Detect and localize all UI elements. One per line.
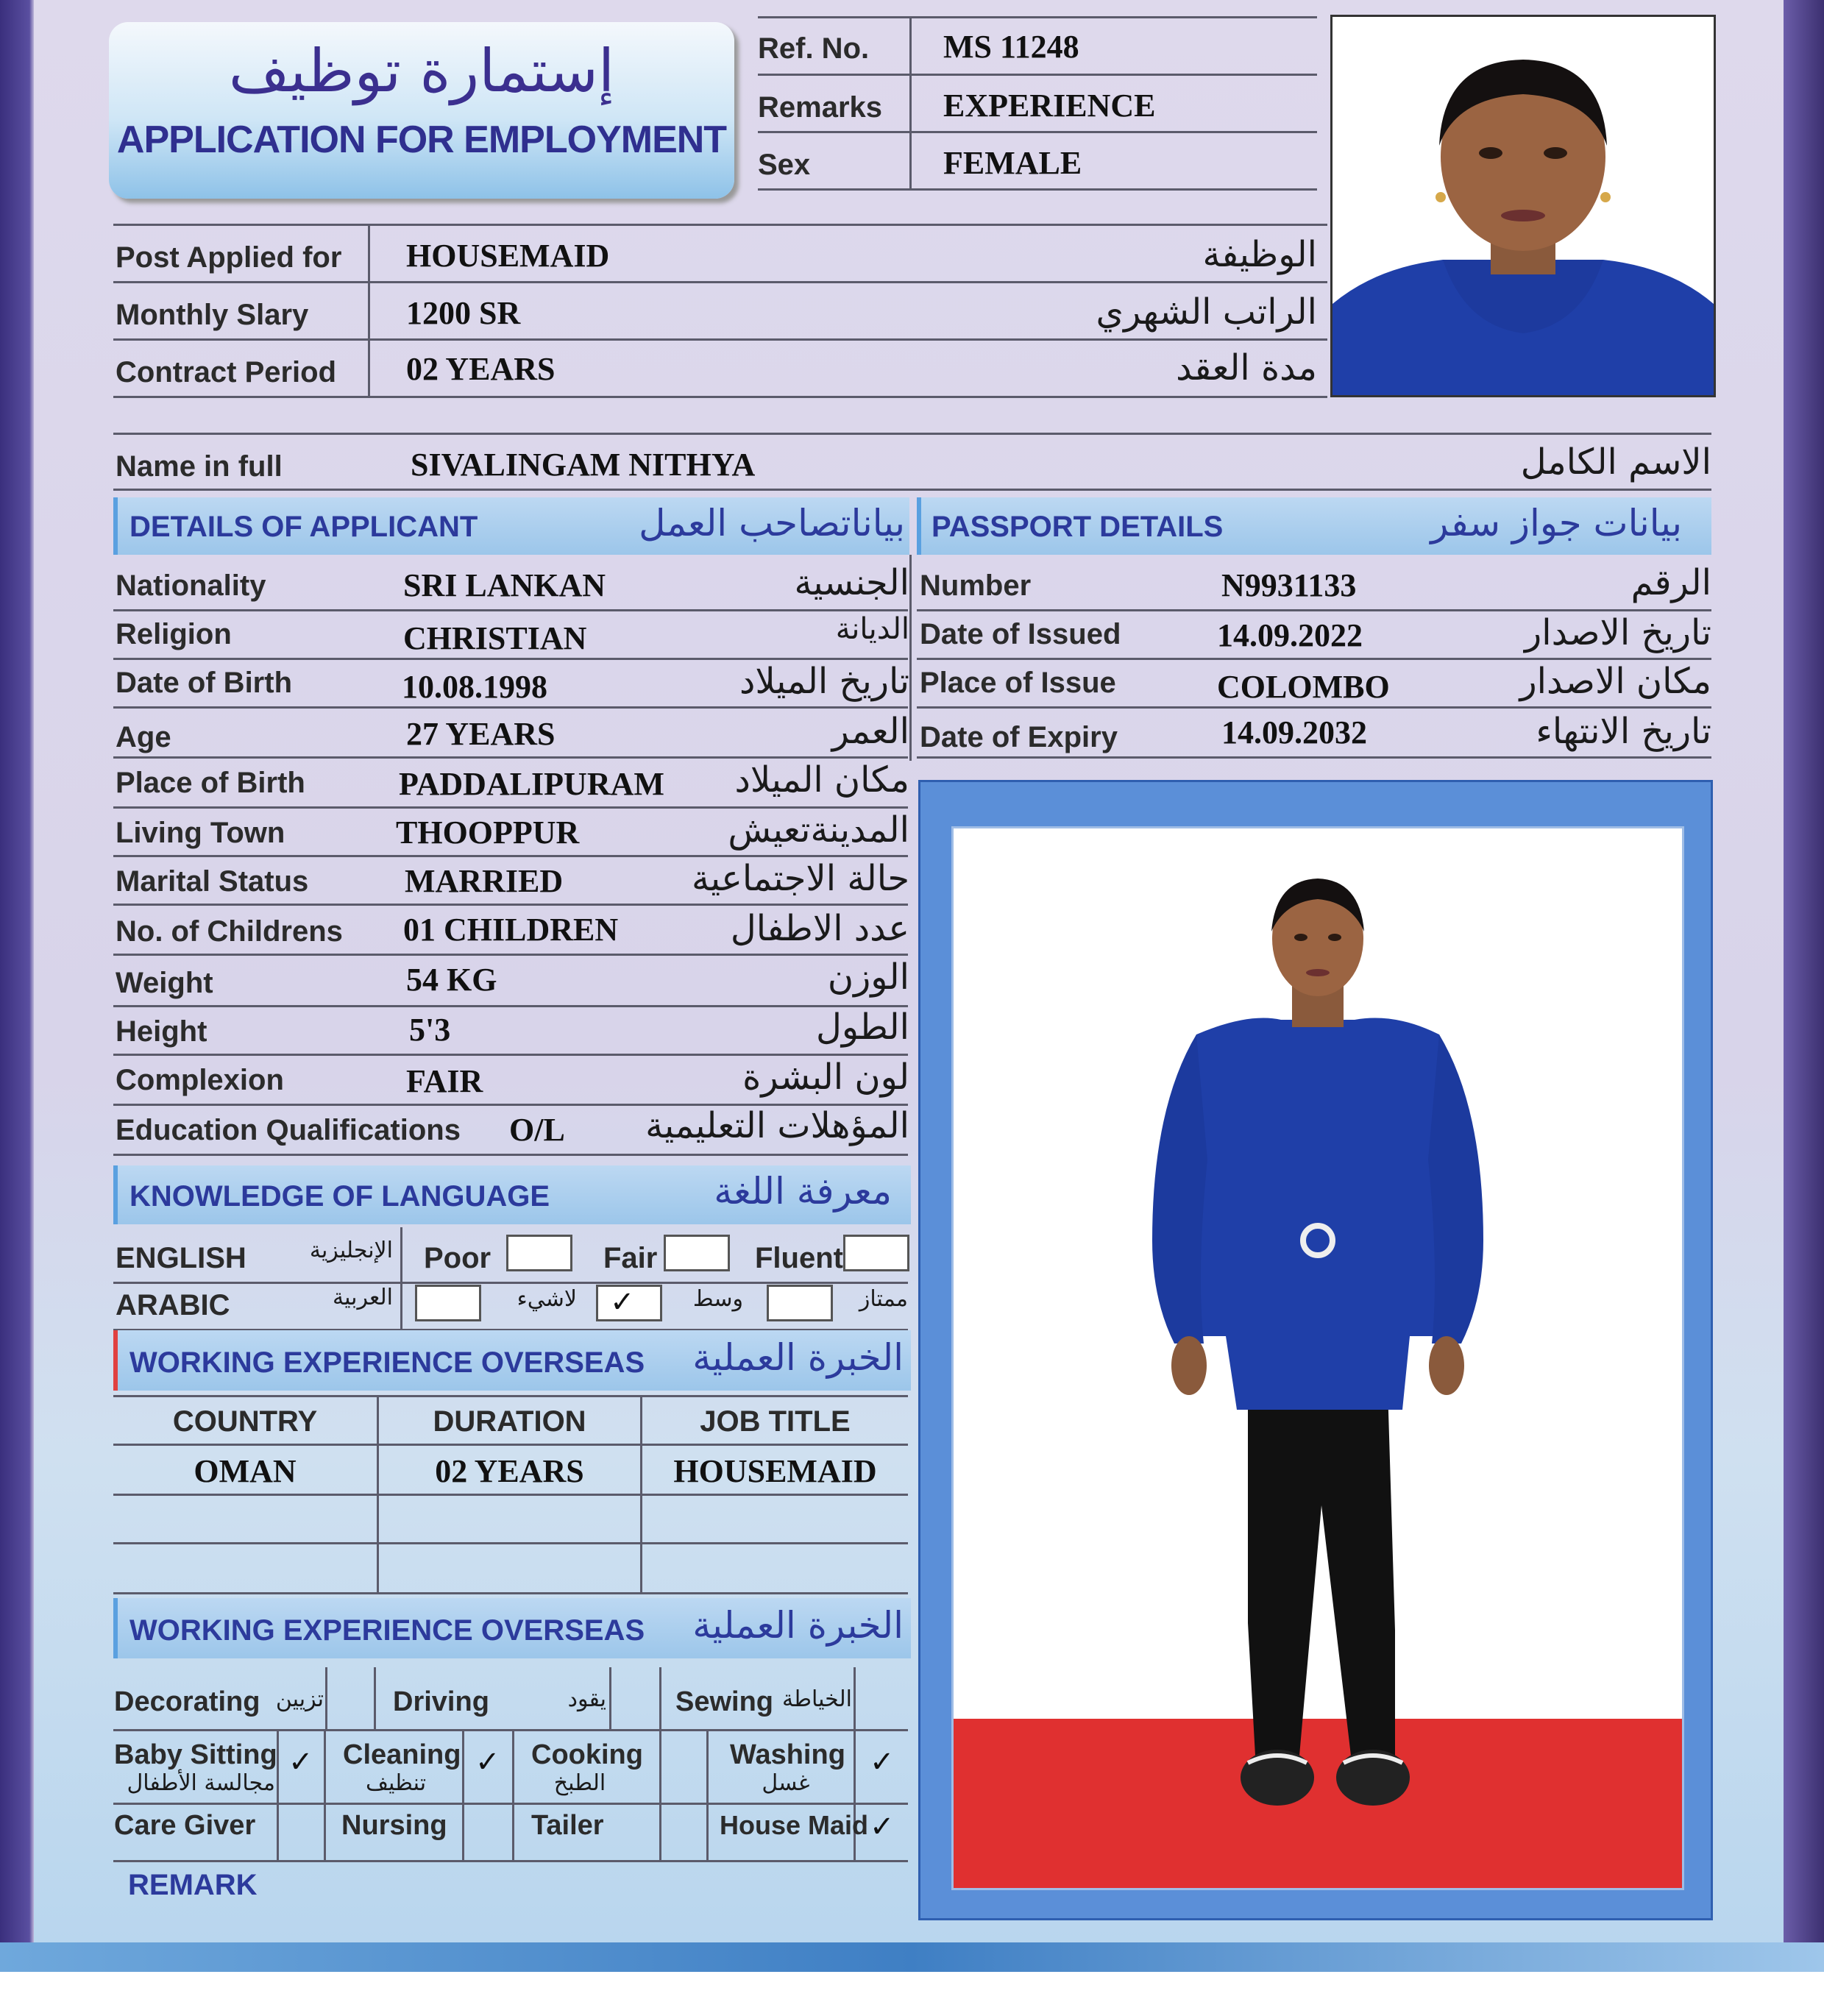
skill-driving: Driving: [393, 1686, 489, 1717]
arabic-arabic: العربية: [333, 1285, 393, 1310]
language-header-arabic: معرفة اللغة: [714, 1170, 892, 1213]
contract-arabic: مدة العقد: [1176, 347, 1317, 388]
issue-date-arabic: تاريخ الاصدار: [1525, 612, 1711, 653]
sex-label: Sex: [758, 149, 811, 181]
post-arabic: الوظيفة: [1202, 234, 1317, 275]
remarks-value: EXPERIENCE: [943, 88, 1156, 124]
col-duration: DURATION: [433, 1405, 586, 1438]
living-town-arabic: المدينةتعيش: [728, 809, 909, 851]
religion-value: CHRISTIAN: [403, 620, 587, 656]
applicant-header-english: DETAILS OF APPLICANT: [129, 511, 478, 543]
portrait-image: [1332, 17, 1714, 395]
arabic-none-checkbox[interactable]: [415, 1285, 481, 1321]
skill-cooking: Cooking: [531, 1739, 643, 1770]
height-arabic: الطول: [815, 1007, 909, 1048]
issue-place-arabic: مكان الاصدار: [1519, 661, 1711, 702]
height-label: Height: [116, 1015, 207, 1048]
check-icon: ✓: [610, 1285, 635, 1319]
name-value: SIVALINGAM NITHYA: [411, 447, 756, 483]
skill-baby-sitting: Baby Sitting: [114, 1739, 277, 1770]
pob-arabic: مكان الميلاد: [734, 759, 909, 801]
skill-washing-arabic: غسل: [762, 1770, 810, 1796]
children-label: No. of Childrens: [116, 915, 343, 948]
issue-place-value: COLOMBO: [1217, 669, 1390, 705]
exp-country: OMAN: [194, 1453, 297, 1489]
skill-decorating: Decorating: [114, 1686, 260, 1717]
weight-label: Weight: [116, 967, 213, 999]
house-maid-check-icon: ✓: [870, 1810, 895, 1844]
english-poor-label: Poor: [424, 1242, 492, 1274]
english-arabic: الإنجليزية: [309, 1238, 393, 1263]
language-header: [113, 1165, 911, 1224]
skills-header: [113, 1598, 911, 1658]
applicant-header-arabic: بياناتصاحب العمل: [639, 502, 905, 544]
contract-value: 02 YEARS: [406, 351, 556, 387]
expiry-date-value: 14.09.2032: [1221, 714, 1367, 750]
skill-sewing-arabic: الخياطة: [782, 1686, 852, 1712]
religion-arabic: الديانة: [835, 612, 909, 646]
children-value: 01 CHILDREN: [403, 912, 619, 948]
experience-header: [113, 1330, 911, 1391]
remark-label: REMARK: [128, 1869, 258, 1901]
height-value: 5'3: [409, 1012, 451, 1048]
experience-header-english: WORKING EXPERIENCE OVERSEAS: [129, 1346, 645, 1379]
salary-value: 1200 SR: [406, 295, 521, 331]
col-job-title: JOB TITLE: [700, 1405, 851, 1438]
marital-label: Marital Status: [116, 865, 309, 898]
dob-arabic: تاريخ الميلاد: [739, 661, 909, 702]
skill-cleaning: Cleaning: [343, 1739, 461, 1770]
education-arabic: المؤهلات التعليمية: [645, 1105, 909, 1146]
passport-number-value: N9931133: [1221, 567, 1357, 603]
skill-driving-arabic: يقود: [567, 1686, 606, 1712]
ref-no-value: MS 11248: [943, 29, 1079, 65]
post-value: HOUSEMAID: [406, 238, 610, 274]
arabic-medium-label: وسط: [692, 1286, 743, 1312]
baby-sitting-check-icon: ✓: [288, 1745, 313, 1779]
weight-arabic: الوزن: [827, 956, 909, 998]
education-label: Education Qualifications: [116, 1114, 461, 1146]
skill-cooking-arabic: الطبخ: [553, 1770, 606, 1796]
skill-baby-sitting-arabic: مجالسة الأطفال: [127, 1770, 275, 1796]
bottom-margin: [0, 1972, 1824, 2016]
expiry-date-label: Date of Expiry: [920, 721, 1118, 753]
nationality-value: SRI LANKAN: [403, 567, 606, 603]
skill-house-maid: House Maid: [720, 1810, 869, 1840]
nationality-label: Nationality: [116, 569, 266, 602]
arabic-excellent-label: ممتاز: [859, 1286, 908, 1312]
name-label: Name in full: [116, 450, 283, 483]
experience-header-arabic: الخبرة العملية: [692, 1336, 904, 1379]
expiry-date-arabic: تاريخ الانتهاء: [1536, 711, 1711, 752]
sex-value: FEMALE: [943, 145, 1082, 181]
col-country: COUNTRY: [172, 1405, 318, 1438]
living-town-label: Living Town: [116, 817, 285, 849]
contract-label: Contract Period: [116, 356, 337, 388]
name-arabic: الاسم الكامل: [1520, 441, 1711, 483]
skill-tailer: Tailer: [531, 1810, 604, 1841]
arabic-label: ARABIC: [116, 1289, 230, 1321]
complexion-value: FAIR: [406, 1063, 483, 1099]
arabic-none-label: لاشيء: [517, 1286, 577, 1312]
title-english: APPLICATION FOR EMPLOYMENT: [116, 118, 727, 161]
skill-washing: Washing: [730, 1739, 845, 1770]
english-fair-label: Fair: [603, 1242, 658, 1274]
salary-label: Monthly Slary: [116, 299, 309, 331]
age-label: Age: [116, 721, 171, 753]
skill-cleaning-arabic: تنظيف: [365, 1770, 427, 1796]
english-label: ENGLISH: [116, 1242, 246, 1274]
marital-arabic: حالة الاجتماعية: [691, 858, 909, 899]
passport-number-label: Number: [920, 569, 1032, 602]
skill-nursing: Nursing: [341, 1810, 447, 1841]
language-header-english: KNOWLEDGE OF LANGUAGE: [129, 1180, 550, 1213]
exp-job: HOUSEMAID: [673, 1453, 877, 1489]
skills-header-english: WORKING EXPERIENCE OVERSEAS: [129, 1614, 645, 1647]
nationality-arabic: الجنسية: [794, 562, 909, 603]
issue-date-value: 14.09.2022: [1217, 617, 1363, 653]
passport-header: [917, 497, 1711, 555]
washing-check-icon: ✓: [870, 1745, 895, 1779]
ref-no-label: Ref. No.: [758, 32, 870, 65]
complexion-arabic: لون البشرة: [742, 1057, 909, 1098]
applicant-header: [113, 497, 909, 555]
pob-value: PADDALIPURAM: [399, 766, 664, 802]
title-card: [109, 22, 734, 199]
skill-sewing: Sewing: [675, 1686, 774, 1717]
living-town-value: THOOPPUR: [396, 814, 580, 851]
skill-decorating-arabic: تزيين: [275, 1686, 324, 1712]
post-label: Post Applied for: [116, 241, 342, 274]
title-arabic: إستمارة توظيف: [228, 37, 615, 105]
portrait-photo: [1330, 15, 1716, 397]
children-arabic: عدد الاطفال: [730, 908, 909, 949]
issue-date-label: Date of Issued: [920, 618, 1121, 650]
dob-label: Date of Birth: [116, 667, 292, 699]
english-fair-checkbox[interactable]: [664, 1235, 730, 1271]
marital-value: MARRIED: [405, 863, 564, 899]
age-value: 27 YEARS: [406, 716, 556, 752]
cleaning-check-icon: ✓: [475, 1745, 500, 1779]
arabic-medium-checkbox[interactable]: [767, 1285, 833, 1321]
english-fluent-label: Fluent: [755, 1242, 843, 1274]
education-value: O/L: [509, 1112, 565, 1148]
full-body-photo: [918, 780, 1713, 1920]
arabic-none-selected-box[interactable]: [596, 1285, 662, 1321]
religion-label: Religion: [116, 618, 232, 650]
english-fluent-checkbox[interactable]: [843, 1235, 909, 1271]
complexion-label: Complexion: [116, 1064, 284, 1096]
exp-duration: 02 YEARS: [435, 1453, 584, 1489]
passport-number-arabic: الرقم: [1630, 562, 1711, 603]
skills-header-arabic: الخبرة العملية: [692, 1604, 904, 1647]
salary-arabic: الراتب الشهري: [1096, 291, 1317, 333]
passport-header-arabic: بيانات جواز سفر: [1430, 502, 1682, 544]
english-poor-checkbox[interactable]: [506, 1235, 572, 1271]
remarks-label: Remarks: [758, 91, 883, 124]
passport-header-english: PASSPORT DETAILS: [931, 511, 1224, 543]
weight-value: 54 KG: [406, 962, 497, 998]
bottom-band: [0, 1942, 1824, 1972]
full-body-image: [951, 826, 1684, 1890]
pob-label: Place of Birth: [116, 767, 305, 799]
issue-place-label: Place of Issue: [920, 667, 1116, 699]
dob-value: 10.08.1998: [402, 669, 547, 705]
age-arabic: العمر: [831, 711, 909, 752]
skill-care-giver: Care Giver: [114, 1810, 256, 1841]
